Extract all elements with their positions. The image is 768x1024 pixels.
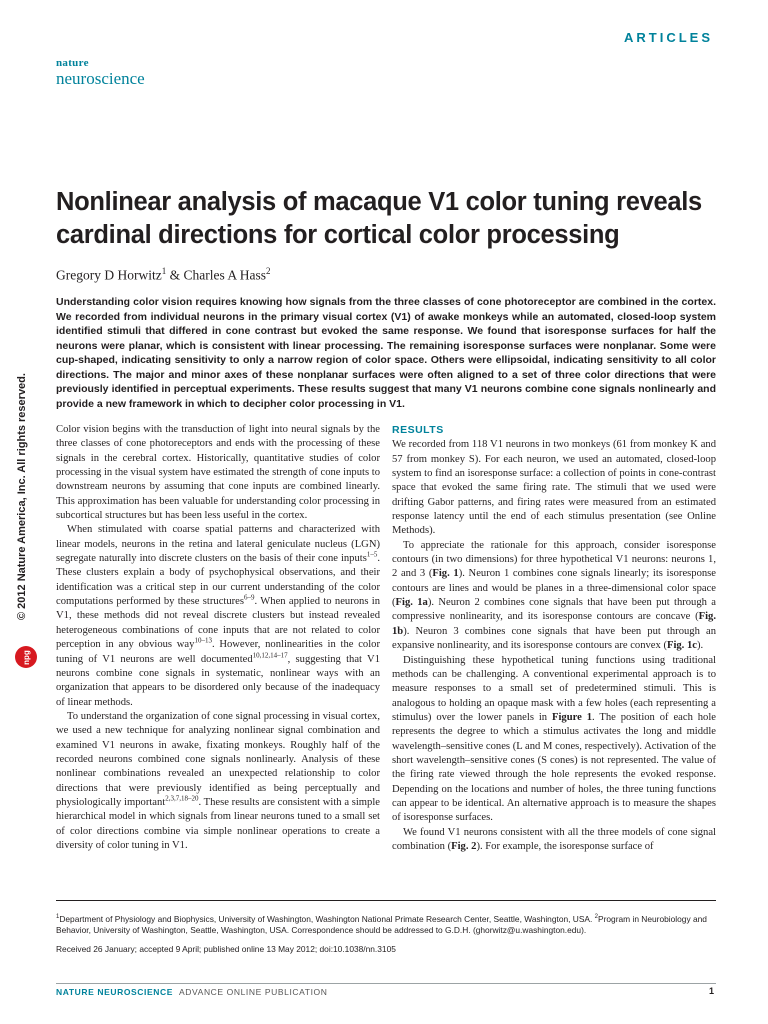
affiliation-marker: 2 — [266, 266, 271, 276]
figure-reference: Fig. 1 — [432, 568, 459, 580]
running-footer — [56, 987, 328, 997]
citation: 10,12,14–17 — [252, 650, 288, 659]
figure-reference: Fig. 1a — [395, 597, 428, 609]
paragraph: Distinguishing these hypothetical tuning functions using traditional methods can be challenging. A conventional experimental approach is to measure responses to a small set of predetermined stimuli. This is analogous to holding an opaque mask with a few holes (each representing a stimulus) over the lower panels in Figure 1. The position of each hole represents the degree to which a stimulus activates the long and middle wavelength–sensitive cones (L and M cones, respectively). Activation of the short wavelength–sensitive cones (S cones) is not represented. The value of the firing rate viewed through the hole represents the evoked response. Depending on the locations and number of holes, the three tuning functions can appear to be identical. An alternative approach is to measure the shapes of isoresponse surfaces. — [392, 654, 716, 824]
article-title: Nonlinear analysis of macaque V1 color tuning reveals cardinal directions for cortical color processing — [56, 188, 702, 249]
footnote-divider — [56, 900, 716, 901]
section-tag: ARTICLES — [624, 30, 713, 45]
figure-reference: Figure 1 — [551, 711, 592, 723]
author-name: Charles A Hass — [183, 267, 266, 283]
paragraph: Color vision begins with the transduction of light into neural signals by the three classes of cone photoreceptors and ends with the processing of these signals in the cerebral cortex. Historically, quantitative studies of color processing in the visual system have estimated the strength of cone inputs to downstream neurons by assuming that cone inputs are combined linearly. This approximation has been valuable for understanding color processing in subcortical structures but has been less useful in the cortex. — [56, 424, 380, 522]
npg-logo-icon — [15, 646, 37, 668]
page-number: 1 — [708, 986, 714, 996]
figure-reference: Fig. 1c — [666, 640, 697, 652]
journal-logo — [56, 58, 145, 87]
citation: 10–13 — [194, 636, 212, 645]
citation: 2,3,7,18–20 — [165, 794, 199, 803]
paragraph: We recorded from 118 V1 neurons in two monkeys (61 from monkey K and 57 from monkey S). For each neuron, we used an automated, closed-loop system to find an isoresponse surface: a collection of points in cone-contrast space that evoked the same firing rate. The stimuli that we used were drifting Gabor patterns, and firing rates were measured from an estimated response latency until the end of each stimulus presentation (see Online Methods). — [392, 439, 716, 537]
logo-line1: nature — [56, 57, 89, 69]
paragraph: To appreciate the rationale for this approach, consider isoresponse contours (in two dimensions) for three hypothetical V1 neurons: neurons 1, 2 and 3 (Fig. 1). Neuron 1 combines cone signals linearly; its isoresponse contours are lines and would be planes in a three-dimensional color space (Fig. 1a). Neuron 2 combines cone signals that have been put through a compressive nonlinearity, and its isoresponse contours are concave (Fig. 1b). Neuron 3 combines cone signals that have been put through an expansive nonlinearity, and its isoresponse contours are convex (Fig. 1c). — [392, 539, 716, 652]
section-heading-results: RESULTS — [392, 424, 444, 436]
received-dates: Received 26 January; accepted 9 April; published online 13 May 2012; doi:10.1038/nn.3105 — [56, 944, 396, 954]
author-name: Gregory D Horwitz — [56, 267, 162, 283]
body-column-right — [392, 423, 716, 854]
logo-line2: neuroscience — [56, 69, 145, 88]
body-column-left — [56, 423, 380, 853]
footer-journal-name: NATURE NEUROSCIENCE — [56, 987, 174, 997]
citation: 1–5 — [366, 550, 378, 559]
copyright-notice: © 2012 Nature America, Inc. All rights reserved. — [16, 373, 28, 620]
paragraph: To understand the organization of cone signal processing in visual cortex, we used a new technique for analyzing nonlinear signal combination and examined V1 neurons in awake, fixating monkeys. Roughly half of the recorded neurons combined cone signals nonlinearly. Analysis of these nonlinear combinations revealed an unexpected relationship to color directions that were previously identified as being perceptually and physiologically important$^{2,3,7,18-20}$. These results are consistent with a simple hierarchical model in which signals from linear neurons tuned to a small set of color directions combine via simple nonlinear operations to create a diversity of color tuning in V1. — [56, 710, 380, 851]
author-list — [56, 266, 271, 284]
author-conjunction: & — [166, 267, 184, 283]
footer-divider — [56, 983, 716, 984]
affiliation-marker: 1 — [161, 266, 167, 276]
figure-reference: Fig. 1b — [392, 611, 716, 637]
abstract: Understanding color vision requires knowing how signals from the three classes of cone photoreceptor are combined in the cortex. We recorded from individual neurons in the primary visual cortex (V1) of awake monkeys while an automated, closed-loop system identified stimuli that differed in cone contrast but evoked the same response. We found that isoresponse surfaces for half the neurons were planar, which is consistent with linear processing. The remaining isoresponse surfaces were nonplanar. Some were cup-shaped, indicating sensitivity to only a narrow region of color space. Others were ellipsoidal, indicating sensitivity to all color directions. The major and minor axes of these nonplanar surfaces were often aligned to a set of three color directions that were previously identified in perceptual experiments. These results suggest that many V1 neurons combine cone signals nonlinearly and provide a new framework in which to decipher color processing in V1. — [56, 296, 716, 410]
affiliations-footnote: $^1$Department of Physiology and Biophysics, University of Washington, Washington National Primate Research Center, Seattle, Washington, USA. $^2$Program in Neurobiology and Behavior, University of Washington, Seattle, Washington, USA. Correspondence should be addressed to G.D.H. (ghorwitz@u.washington.edu). — [56, 913, 707, 936]
footer-publication: ADVANCE ONLINE PUBLICATION — [179, 987, 328, 997]
npg-logo-text: npg — [21, 649, 31, 665]
paragraph: We found V1 neurons consistent with all the three models of cone signal combination (Fig. 2). For example, the isoresponse surface of — [392, 826, 716, 852]
figure-reference: Fig. 2 — [451, 840, 477, 852]
citation: 6–9 — [244, 593, 255, 602]
paragraph: When stimulated with coarse spatial patterns and characterized with linear models, neurons in the retina and lateral geniculate nucleus (LGN) segregate naturally into discrete clusters on the basis of their cone inputs$^{1-5}$. These clusters explain a body of psychophysical observations, and their identification was a critical step in our current understanding of the color computations performed by these structures$^{6-9}$. When applied to neurons in V1, these methods did not reveal discrete clusters but instead revealed heterogeneous combinations of cone inputs that are not related to color perception in any obvious way$^{10-13}$. However, nonlinearities in the color tuning of V1 neurons are well documented$^{10,12,14-17}$, suggesting that V1 neurons combine cone signals in systematic, nonlinear ways with an organization that appears to be disordered only because of the inadequacy of linear methods. — [56, 524, 381, 708]
